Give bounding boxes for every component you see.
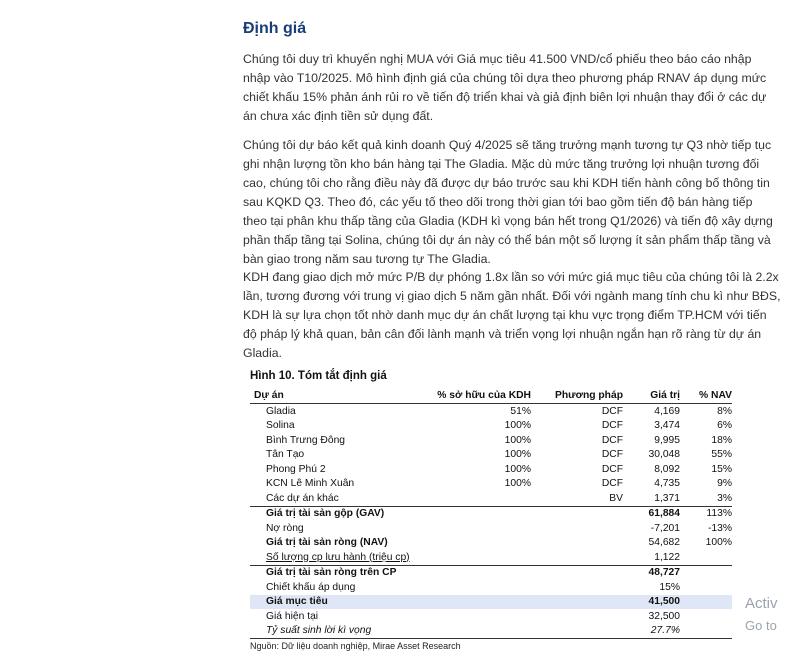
cell: 41,500 bbox=[623, 595, 680, 610]
cell: 8,092 bbox=[654, 463, 680, 475]
text-line: Chúng tôi dự báo kết quả kinh doanh Quý 4/2025 sẽ tăng trưởng mạnh tương tự Q3 nhờ tiếp tục bbox=[243, 138, 772, 152]
table-header-row bbox=[250, 387, 732, 404]
cell bbox=[250, 550, 436, 565]
text-line: chiết khấu 15% phản ánh rủi ro về tiến độ triển khai và giả định biên lợi nhuận thay đổi ở các dự bbox=[243, 90, 767, 104]
cell: 18% bbox=[711, 434, 732, 446]
cell: 30,048 bbox=[648, 449, 680, 461]
figure-source: Nguồn: Dữ liệu doanh nghiệp, Mirae Asset Research bbox=[250, 641, 461, 651]
text-line: sau KQKD Q3. Theo đó, các yếu tố theo dõi trong thời gian tới bao gồm tiến độ bán hàng tiếp bbox=[243, 195, 753, 209]
cell: Nợ ròng bbox=[266, 522, 304, 534]
table-row bbox=[250, 419, 732, 434]
column-header: % NAV bbox=[680, 387, 732, 404]
table-row bbox=[250, 462, 732, 477]
cell: 4,169 bbox=[654, 405, 680, 417]
cell: 9% bbox=[717, 478, 732, 490]
cell: Các dự án khác bbox=[266, 492, 339, 504]
text-line: độ pháp lý khả quan, bản cân đối lành mạnh và triển vọng lợi nhuận ngắn hạn rõ ràng từ dự án bbox=[243, 327, 762, 341]
cell: Giá mục tiêu bbox=[250, 595, 436, 610]
summary-row-nav-per-share bbox=[250, 565, 732, 580]
summary-row-current-price bbox=[250, 609, 732, 624]
cell: 48,727 bbox=[623, 565, 680, 580]
summary-row-net-debt bbox=[250, 521, 732, 536]
cell: 9,995 bbox=[654, 434, 680, 446]
text-line: KDH đang giao dịch mở mức P/B dự phóng 1.8x lần so với mức giá mục tiêu của chúng tôi là 2.2x bbox=[243, 270, 779, 284]
cell: -13% bbox=[707, 522, 732, 534]
cell bbox=[436, 491, 531, 506]
cell: 4,735 bbox=[654, 478, 680, 490]
section-heading: Định giá bbox=[243, 20, 307, 37]
cell: 1,122 bbox=[654, 551, 680, 563]
column-header: Giá trị bbox=[623, 387, 680, 404]
cell: -7,201 bbox=[650, 522, 680, 534]
cell: 1,371 bbox=[654, 492, 680, 504]
summary-row-nav bbox=[250, 536, 732, 551]
cell: Giá trị tài sản ròng trên CP bbox=[250, 565, 436, 580]
cell: KCN Lê Minh Xuân bbox=[266, 478, 355, 490]
cell: 100% bbox=[504, 478, 531, 490]
table-row bbox=[250, 448, 732, 463]
text-line: KDH là sự lựa chọn tốt nhờ danh mục dự án chất lượng tại khu vực trọng điểm TP.HCM với tiến bbox=[243, 308, 767, 322]
paragraph-forecast bbox=[243, 136, 773, 269]
text-line: nhập vào T10/2025. Mô hình định giá của chúng tôi dựa theo phương pháp RNAV áp dụng mức bbox=[243, 71, 767, 85]
cell: Bình Trưng Đông bbox=[266, 434, 346, 446]
paragraph-recommendation bbox=[243, 50, 765, 126]
summary-row-shares bbox=[250, 550, 732, 565]
summary-row-discount bbox=[250, 580, 732, 595]
cell: 54,682 bbox=[648, 537, 680, 549]
cell: DCF bbox=[601, 405, 623, 417]
cell: 6% bbox=[717, 420, 732, 432]
cell: 3% bbox=[717, 492, 732, 504]
cell: Phong Phú 2 bbox=[266, 463, 326, 475]
summary-row-gav bbox=[250, 506, 732, 521]
text-line: Chúng tôi duy trì khuyến nghị MUA với Giá mục tiêu 41.500 VND/cổ phiếu theo báo cáo nhập bbox=[243, 52, 752, 66]
table-row bbox=[250, 433, 732, 448]
cell: Gladia bbox=[266, 405, 296, 417]
text-line: Gladia. bbox=[243, 346, 282, 360]
cell: 3,474 bbox=[654, 420, 680, 432]
text-line: bàn giao trong năm sau tương tự The Gladia. bbox=[243, 252, 491, 266]
figure-title: Hình 10. Tóm tắt định giá bbox=[250, 370, 387, 382]
cell: DCF bbox=[601, 420, 623, 432]
cell: 27.7% bbox=[623, 624, 680, 639]
shares-label: Số lượng cp lưu hành (triệu cp) bbox=[266, 551, 410, 563]
cell: 15% bbox=[711, 463, 732, 475]
cell: DCF bbox=[601, 463, 623, 475]
cell: 8% bbox=[717, 405, 732, 417]
column-header: Phương pháp bbox=[531, 387, 623, 404]
table-row bbox=[250, 491, 732, 506]
cell: 61,884 bbox=[623, 506, 680, 521]
text-line: án chưa xác định tiền sử dụng đất. bbox=[243, 109, 434, 123]
valuation-table bbox=[250, 387, 732, 639]
paragraph-valuation bbox=[243, 268, 781, 363]
cell: 15% bbox=[659, 581, 680, 593]
cell: DCF bbox=[601, 449, 623, 461]
text-line: lần, tương đương với trung vị giao dịch 5 năm gần nhất. Đối với ngành mang tính chu kì như BĐS, bbox=[243, 289, 781, 303]
cell: 100% bbox=[504, 463, 531, 475]
summary-row-expected-return bbox=[250, 624, 732, 639]
table-row bbox=[250, 477, 732, 492]
cell: Tỷ suất sinh lời kì vọng bbox=[250, 624, 436, 639]
text-line: ghi nhận lượng tồn kho bán hàng tại The Gladia. Mặc dù mức tăng trưởng lợi nhuận tương đối bbox=[243, 157, 760, 171]
cell: Giá hiện tại bbox=[266, 610, 319, 622]
summary-row-target-price bbox=[250, 595, 732, 610]
cell: 51% bbox=[510, 405, 531, 417]
cell: 32,500 bbox=[648, 610, 680, 622]
cell: DCF bbox=[601, 478, 623, 490]
cell: 113% bbox=[680, 506, 732, 521]
cell: BV bbox=[609, 492, 623, 504]
column-header: Dự án bbox=[250, 387, 436, 404]
cell: 100% bbox=[705, 537, 732, 549]
cell: 100% bbox=[504, 449, 531, 461]
cell: Tân Tạo bbox=[266, 449, 305, 461]
text-line: phần thấp tầng tại Solina, chúng tôi dự án này có thể bán một số lượng ít sản phẩm thấp tầng và bbox=[243, 233, 771, 247]
text-line: theo tại phân khu thấp tầng của Gladia (KDH kì vọng bán hết trong Q1/2026) và tiến độ xây dựng bbox=[243, 214, 773, 228]
activation-watermark-subtext: Go to bbox=[745, 618, 777, 633]
cell: Solina bbox=[266, 420, 295, 432]
cell: DCF bbox=[601, 434, 623, 446]
cell: Chiết khấu áp dụng bbox=[266, 581, 356, 593]
text-line: cao, chúng tôi cho rằng điều này đã được dự báo trước sau khi KDH tiến hành công bố thông tin bbox=[243, 176, 770, 190]
cell: 100% bbox=[504, 434, 531, 446]
cell: Giá trị tài sản gộp (GAV) bbox=[250, 506, 436, 521]
table-row bbox=[250, 404, 732, 419]
cell: 100% bbox=[504, 420, 531, 432]
cell: Giá trị tài sản ròng (NAV) bbox=[266, 537, 388, 549]
column-header: % sở hữu của KDH bbox=[436, 387, 531, 404]
cell: 55% bbox=[711, 449, 732, 461]
activation-watermark: Activ bbox=[745, 595, 778, 612]
